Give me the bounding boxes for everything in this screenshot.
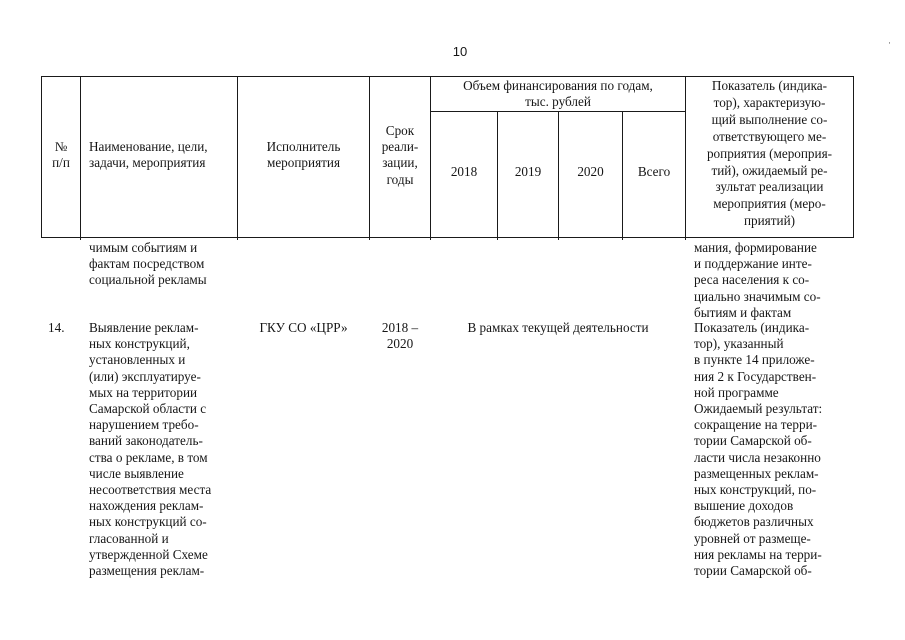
header-year-2019: 2019 [514, 164, 542, 179]
header-executor: Исполнитель мероприятия [266, 139, 341, 171]
header-name: Наименование, цели, задачи, мероприятия [89, 139, 208, 171]
header-year-2020: 2020 [577, 164, 604, 179]
row14-executor: ГКУ СО «ЦРР» [259, 320, 348, 335]
header-total: Всего [637, 164, 671, 179]
continuation-name: чимым событиям и фактам посредством социальной рекламы [89, 240, 207, 288]
row14-num: 14. [48, 320, 65, 335]
scan-speck: · [888, 38, 891, 48]
row14-term: 2018 – 2020 [381, 320, 419, 352]
header-num: № п/п [52, 139, 70, 171]
continuation-indicator: мания, формирование и поддержание инте- реса населения к со- циально значимым со- бытиям и фактам [694, 240, 821, 320]
header-indicator: Показатель (индика- тор), характеризую- щий выполнение со- ответствующего ме- роприятия (мероприя- тий), ожидаемый ре- зультат реализации мероприятия (меро- приятий) [706, 78, 833, 229]
page-number: 10 [452, 44, 468, 59]
row14-financing: В рамках текущей деятельности [467, 320, 649, 335]
header-year-2018: 2018 [450, 164, 478, 179]
header-financing-title: Объем финансирования по годам, тыс. рублей [463, 78, 653, 110]
header-term: Срок реали- зации, годы [381, 123, 419, 187]
row14-indicator: Показатель (индика- тор), указанный в пункте 14 приложе- ния 2 к Государствен- ной программе Ожидаемый результат: сокращение на терри- тории Самарской об- ласти числа незаконно размещенных реклам- ных конструкций, по- вышение доходов бюджетов различных уровней от размеще- ния рекламы на терри- тории Самарской об- [694, 320, 823, 579]
row14-name: Выявление реклам- ных конструкций, установленных и (или) эксплуатируе- мых на территории Самарской области с нарушением требо- ваний законодатель- ства о рекламе, в том числе выявление несоответствия места нахождения реклам- ных конструкций со- гласованной и утвержденной Схеме размещения реклам- [89, 320, 212, 579]
